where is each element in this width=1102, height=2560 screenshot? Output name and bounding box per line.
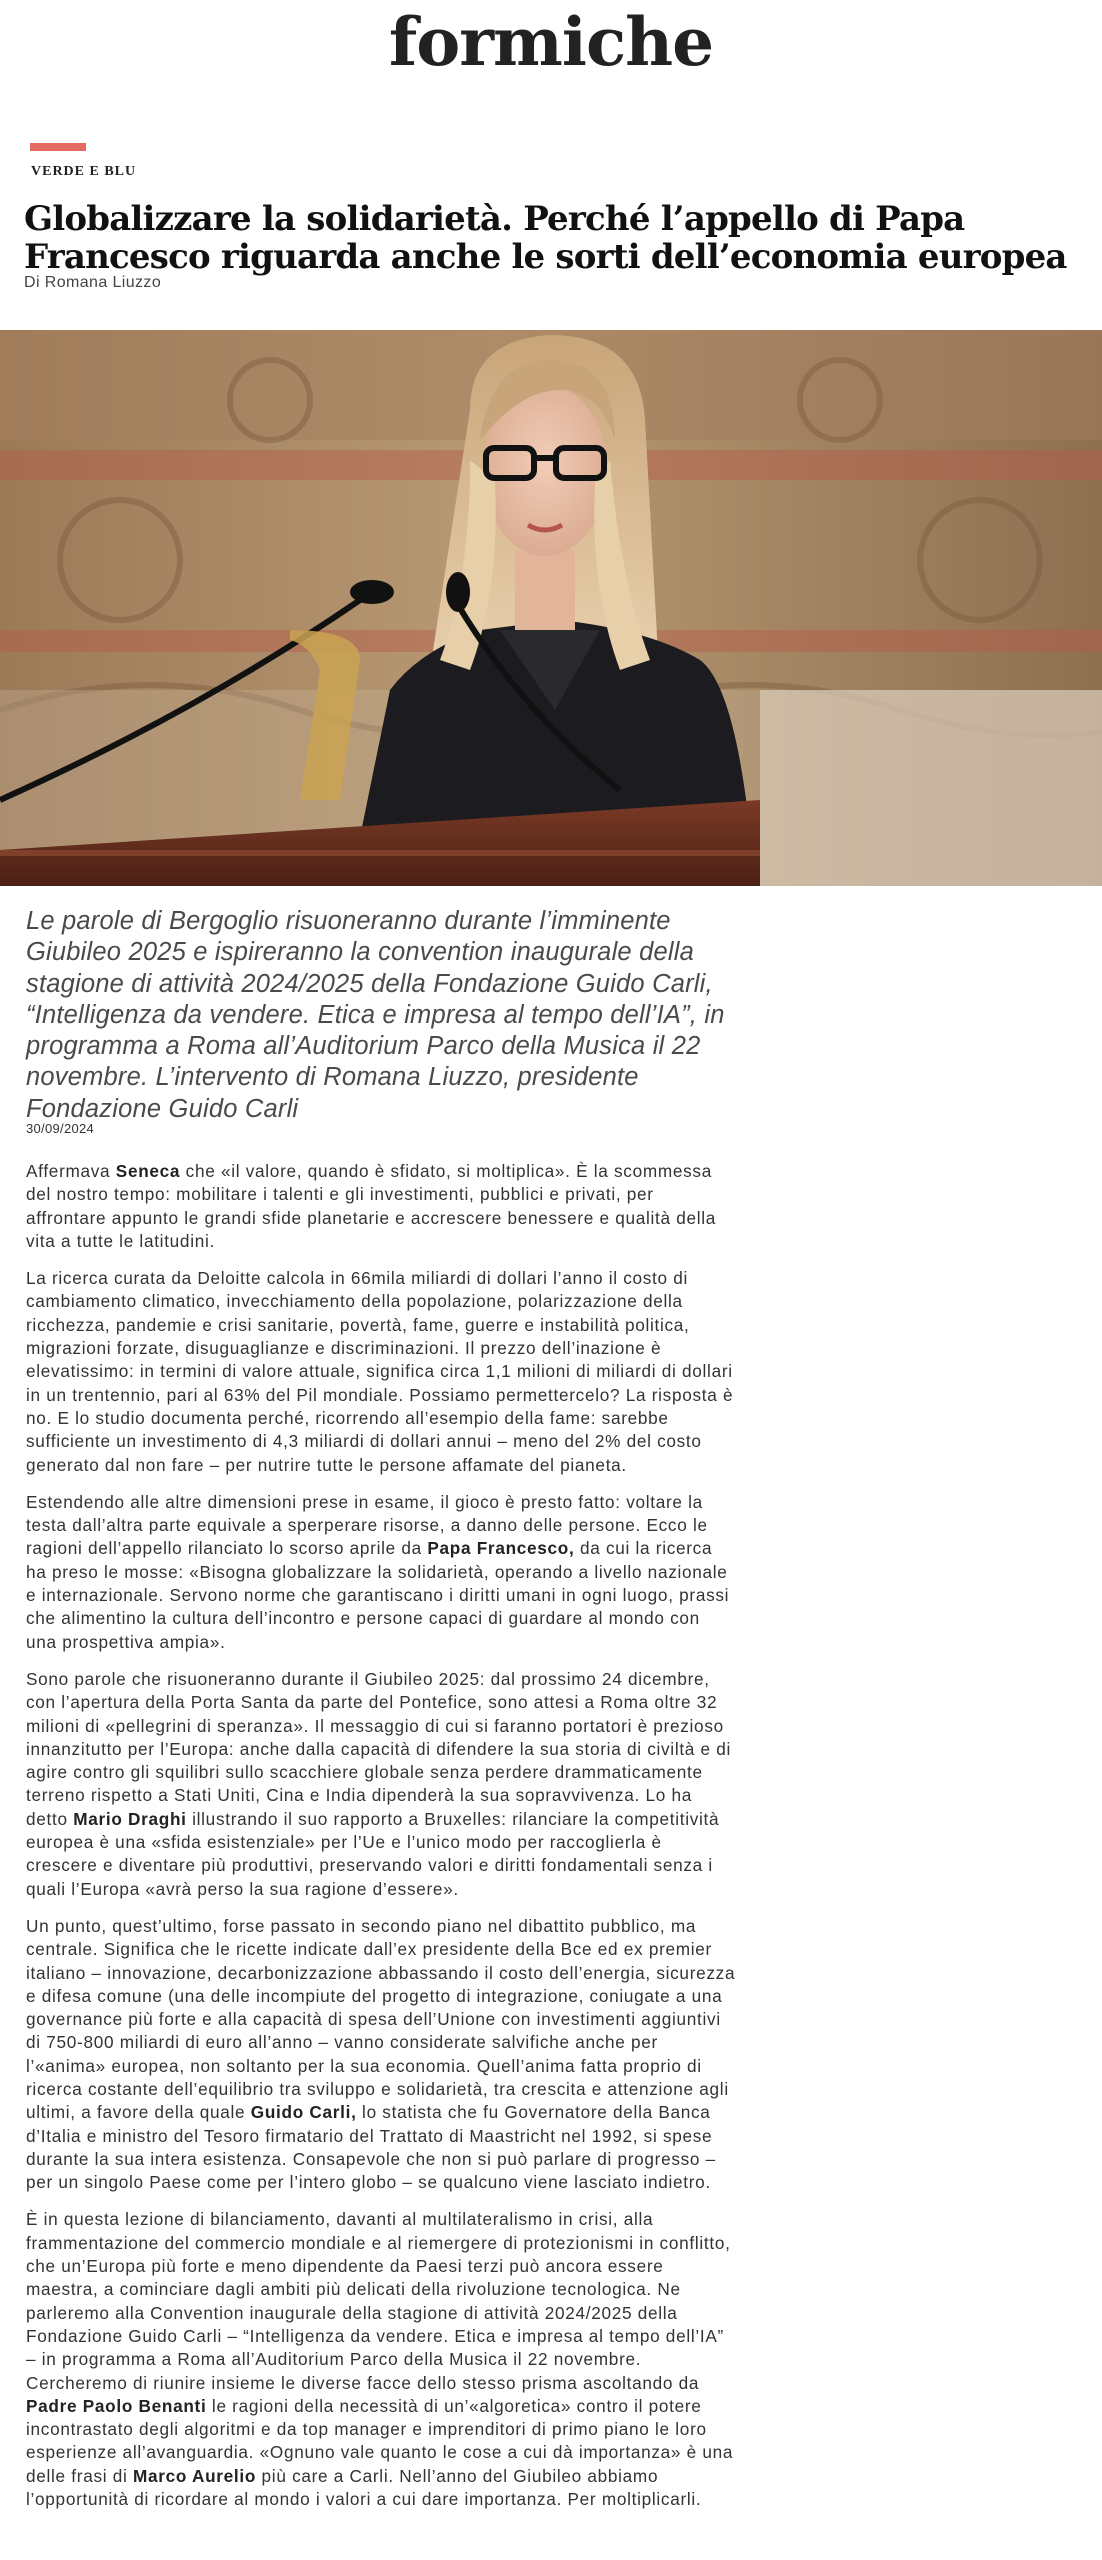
paragraph-text: lo statista che fu Governatore della Banca d’Italia e ministro del Tesoro firmatario del Trattato di Maastricht nel 1992, si spese durante la sua intera esistenza. Consapevole che non si può parlare di progresso – per un singolo Paese come per l’intero globo – se qualcuno viene lasciato indietro.	[26, 2102, 716, 2193]
paragraph-text: Affermava	[26, 1161, 116, 1181]
paragraph-text: illustrando il suo rapporto a Bruxelles: rilanciare la competitività europea è una «sfida esistenziale» per l’Ue e l’unico modo per raccoglierla è crescere e diventare più produttivi, preservando valori e diritti fondamentali senza i quali l’Europa «avrà perso la sua ragione d’essere».	[26, 1808, 720, 1899]
paragraph-text: le ragioni della necessità di un’«algoretica» contro il potere incontrastato degli algoritmi e da top manager e imprenditori di primo piano le loro esperienze all’avanguardia. «Ognuno vale quanto le cose a cui dà importanza» è una delle frasi di	[26, 2395, 734, 2486]
bold-name: Padre Paolo Benanti	[26, 2395, 207, 2416]
paragraph-text: più care a Carli. Nell’anno del Giubileo abbiamo l’opportunità di ricordare al mondo i valori a cui dare importanza. Per moltiplicarli.	[26, 2465, 702, 2510]
paragraph-text: È in questa lezione di bilanciamento, davanti al multilateralismo in crisi, alla frammentazione del commercio mondiale e al riemergere di protezionismi in conflitto, che un’Europa più forte e meno dipendente da Paesi terzi può ancora essere maestra, a cominciare dagli ambiti più delicati della rivoluzione tecnologica. Ne parleremo alla Convention inaugurale della stagione di attività 2024/2025 della Fondazione Guido Carli – “Intelligenza da vendere. Etica e impresa al tempo dell’IA” – in programma a Roma all’Auditorium Parco della Musica il 22 novembre. Cercheremo di riunire insieme le diverse facce dello stesso prisma ascoltando da	[26, 2209, 731, 2393]
bold-name: Seneca	[115, 1161, 181, 1181]
article-body	[26, 1160, 736, 2525]
article-paragraph	[26, 1915, 736, 2195]
article-paragraph	[26, 1267, 736, 1477]
paragraph-text: da cui la ricerca ha preso le mosse: «Bisogna globalizzare la solidarietà, operando a livello nazionale e internazionale. Servono norme che garantiscano i diritti umani in ogni luogo, prassi che alimentino la cultura dell’incontro e persone capaci di guardare al mondo con una prospettiva ampia».	[26, 1538, 730, 1652]
bold-name: Marco Aurelio	[133, 2465, 257, 2486]
section-label[interactable]: VERDE E BLU	[31, 164, 137, 179]
paragraph-text: che «il valore, quando è sfidato, si moltiplica». È la scommessa del nostro tempo: mobilitare i talenti e gli investimenti, pubblici e privati, per affrontare appunto le grandi sfide planetarie e accrescere benessere e qualità della vita a tutte le latitudini.	[26, 1161, 717, 1251]
article-paragraph	[26, 2208, 736, 2511]
paragraph-text: Sono parole che risuoneranno durante il Giubileo 2025: dal prossimo 24 dicembre, con l’apertura della Porta Santa da parte del Pontefice, sono attesi a Roma oltre 32 milioni di «pellegrini di speranza». Il messaggio di cui si faranno portatori è prezioso innanzitutto per l’Europa: anche dalla capacità di difendere la sua storia di civiltà e di agire contro gli squilibri sullo scacchiere globale senza perdere drammaticamente terreno rispetto a Stati Uniti, Cina e India dipenderà la sua sopravvivenza. Lo ha detto	[26, 1668, 732, 1829]
bold-name: Guido Carli,	[250, 2102, 357, 2123]
article-title: Globalizzare la solidarietà. Perché l’appello di Papa Francesco riguarda anche le sorti dell’economia europea	[24, 199, 1067, 277]
article-lead: Le parole di Bergoglio risuoneranno durante l’imminente Giubileo 2025 e ispireranno la convention inaugurale della stagione di attività 2024/2025 della Fondazione Guido Carli, “Intelligenza da vendere. Etica e impresa al tempo dell’IA”, in programma a Roma all’Auditorium Parco della Musica il 22 novembre. L’intervento di Romana Liuzzo, presidente Fondazione Guido Carli	[26, 907, 725, 1123]
site-logo[interactable]: formiche	[388, 3, 714, 81]
article-byline: Di Romana Liuzzo	[24, 274, 162, 291]
article-paragraph	[26, 1491, 736, 1654]
paragraph-text: Un punto, quest’ultimo, forse passato in secondo piano nel dibattito pubblico, ma centrale. Significa che le ricette indicate dall’ex presidente della Bce ed ex premier italiano – innovazione, decarbonizzazione abbassando il costo dell’energia, sicurezza e difesa comune (una delle incompiute del progetto di integrazione, coniugate a una governance più forte e alla capacità di spesa dell’Unione con investimenti aggiuntivi di 750-800 miliardi di euro all’anno – vanno considerate salvifiche anche per l’«anima» europea, non soltanto per la sua economia. Quell’anima fatta proprio di ricerca costante dell’equilibrio tra sviluppo e solidarietà, tra crescita e attenzione agli ultimi, a favore della quale	[26, 1915, 736, 2123]
bold-name: Papa Francesco,	[427, 1538, 575, 1559]
article-paragraph	[26, 1668, 736, 1901]
section-accent-bar	[30, 143, 86, 151]
article-paragraph	[26, 1160, 736, 1253]
hero-photo	[0, 330, 1102, 886]
masthead	[0, 0, 1102, 90]
article-date: 30/09/2024	[26, 1121, 95, 1136]
paragraph-text: Estendendo alle altre dimensioni prese in esame, il gioco è presto fatto: voltare la testa dall’altra parte equivale a sperperare risorse, a danno delle persone. Ecco le ragioni dell’appello rilanciato lo scorso aprile da	[26, 1491, 708, 1559]
bold-name: Mario Draghi	[73, 1808, 187, 1829]
paragraph-text: La ricerca curata da Deloitte calcola in 66mila miliardi di dollari l’anno il costo di cambiamento climatico, invecchiamento della popolazione, polarizzazione della ricchezza, pandemie e crisi sanitarie, povertà, fame, guerre e instabilità politica, migrazioni forzate, disuguaglianze e discriminazioni. Il prezzo dell’inazione è elevatissimo: in termini di valore attuale, significa circa 1,1 milioni di miliardi di dollari in un trentennio, pari al 63% del Pil mondiale. Possiamo permettercelo? La risposta è no. E lo studio documenta perché, ricorrendo all’esempio della fame: sarebbe sufficiente un investimento di 4,3 miliardi di dollari annui – meno del 2% del costo generato dal non fare – per nutrire tutte le persone affamate del pianeta.	[26, 1268, 734, 1475]
